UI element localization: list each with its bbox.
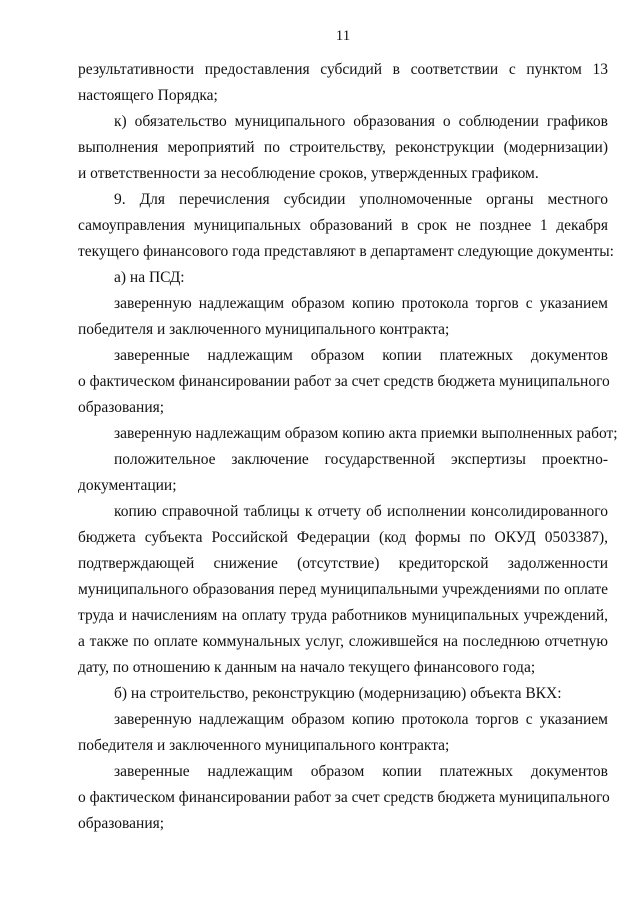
text-line: заверенные надлежащим образом копии платежных документов <box>114 347 608 364</box>
text-line: образования; <box>78 399 165 416</box>
text-line: образования; <box>78 815 165 832</box>
text-line: заверенную надлежащим образом копию протокола торгов с указанием <box>114 295 608 312</box>
text-line: заверенную надлежащим образом копию акта приемки выполненных работ; <box>114 425 618 442</box>
text-line: текущего финансового года представляют в департамент следующие документы: <box>78 243 614 260</box>
text-line: победителя и заключенного муниципального контракта; <box>78 321 450 338</box>
text-line: дату, по отношению к данным на начало текущего финансового года; <box>78 659 536 676</box>
text-line: о фактическом финансировании работ за счет средств бюджета муниципального <box>78 373 610 390</box>
text-line: а) на ПСД: <box>114 269 185 286</box>
document-body <box>78 57 618 837</box>
text-line: и ответственности за несоблюдение сроков, утвержденных графиком. <box>78 165 539 182</box>
text-line: к) обязательство муниципального образования о соблюдении графиков <box>114 113 608 130</box>
text-line: заверенные надлежащим образом копии платежных документов <box>114 763 608 780</box>
text-line: настоящего Порядка; <box>78 87 218 104</box>
text-line: подтверждающей снижение (отсутствие) кредиторской задолженности <box>78 555 608 572</box>
text-line: б) на строительство, реконструкцию (модернизацию) объекта ВКХ: <box>114 685 562 702</box>
text-line: заверенную надлежащим образом копию протокола торгов с указанием <box>114 711 608 728</box>
text-line: копию справочной таблицы к отчету об исполнении консолидированного <box>114 503 608 520</box>
text-line: документации; <box>78 477 177 494</box>
text-line: а также по оплате коммунальных услуг, сложившейся на последнюю отчетную <box>78 633 608 650</box>
page-number: 11 <box>335 28 351 44</box>
text-line: 9. Для перечисления субсидии уполномоченные органы местного <box>114 191 608 208</box>
text-line: победителя и заключенного муниципального контракта; <box>78 737 450 754</box>
text-line: выполнения мероприятий по строительству, реконструкции (модернизации) <box>78 139 608 156</box>
text-line: положительное заключение государственной экспертизы проектно- <box>114 451 608 468</box>
text-line: результативности предоставления субсидий в соответствии с пунктом 13 <box>78 61 608 78</box>
text-line: самоуправления муниципальных образований в срок не позднее 1 декабря <box>78 217 608 234</box>
text-line: муниципального образования перед муниципальными учреждениями по оплате <box>78 581 608 598</box>
text-line: бюджета субъекта Российской Федерации (код формы по ОКУД 0503387), <box>78 529 608 546</box>
text-line: труда и начислениям на оплату труда работников муниципальных учреждений, <box>78 607 608 624</box>
text-line: о фактическом финансировании работ за счет средств бюджета муниципального <box>78 789 610 806</box>
